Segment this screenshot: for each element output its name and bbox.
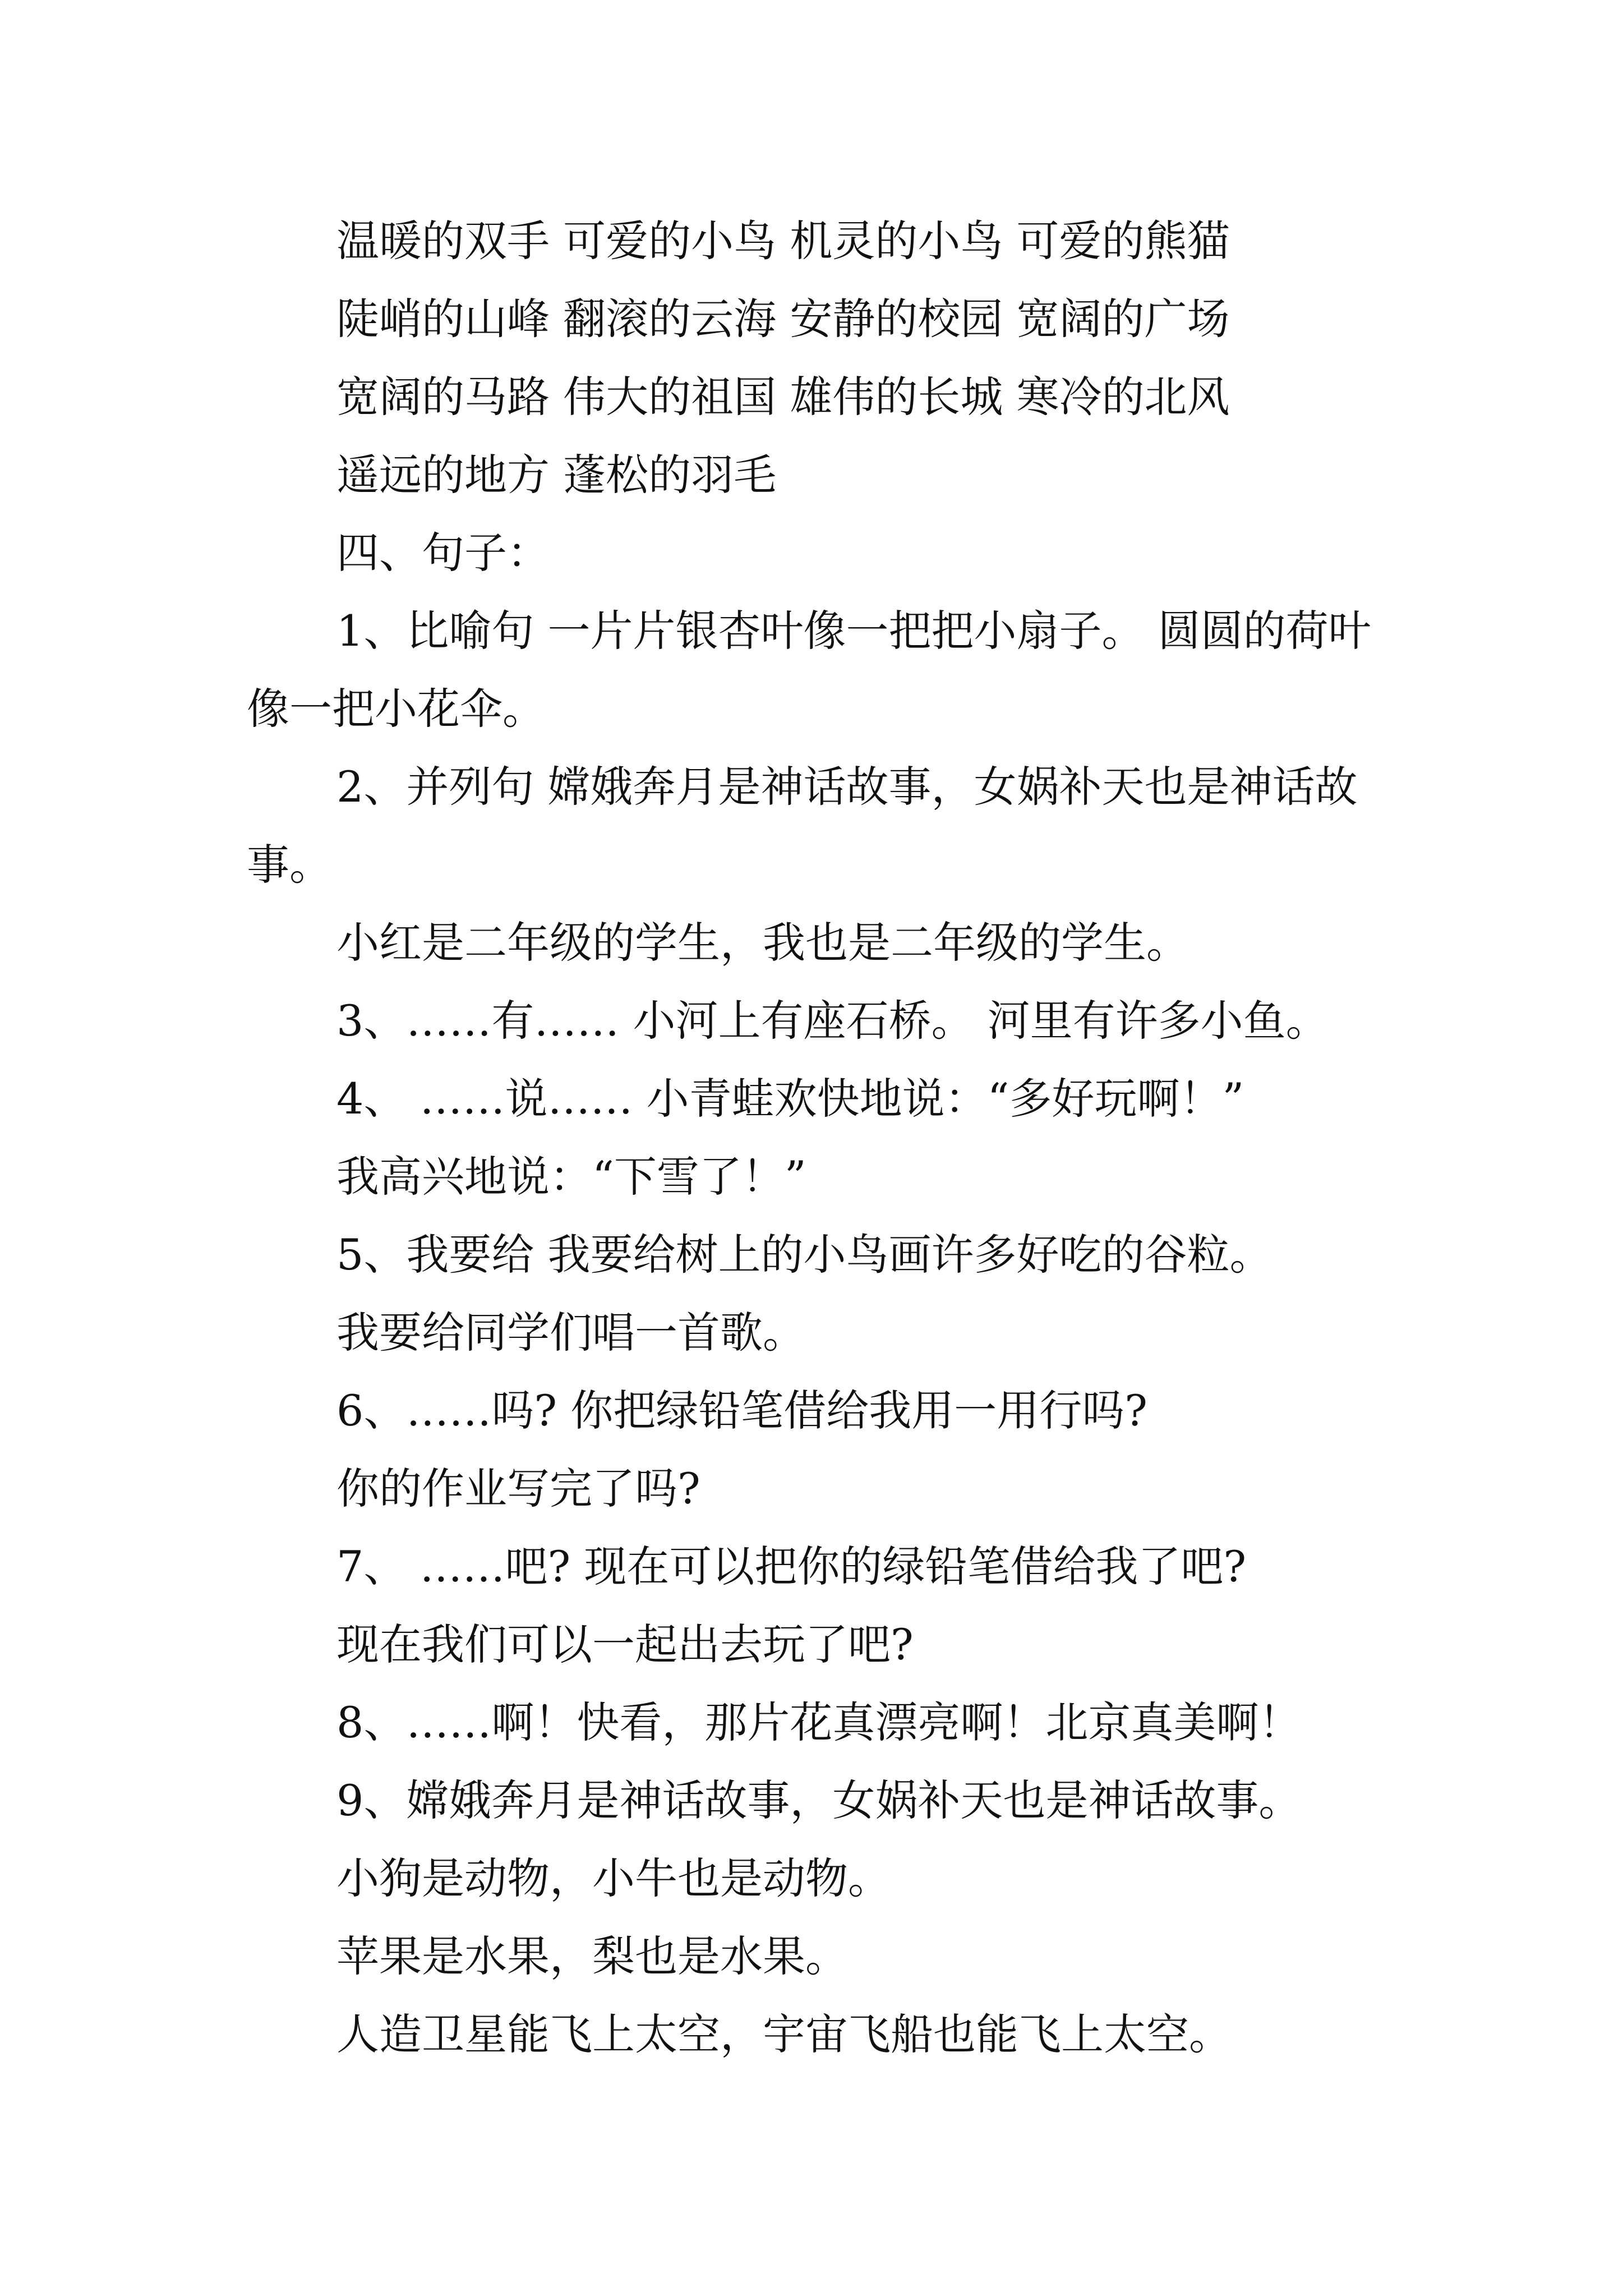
text-line: 遥远的地方 蓬松的羽毛 bbox=[336, 450, 777, 500]
text-line: 宽阔的马路 伟大的祖国 雄伟的长城 寒冷的北风 bbox=[336, 372, 1230, 422]
text-line: 6、……吗? 你把绿铅笔借给我用一用行吗? bbox=[336, 1386, 1148, 1435]
document-body bbox=[247, 202, 1380, 2073]
text-line: 7、 ……吧? 现在可以把你的绿铅笔借给我了吧? bbox=[336, 1542, 1247, 1591]
text-line: 2、并列句 嫦娥奔月是神话故事，女娲补天也是神话故事。 bbox=[247, 762, 1358, 890]
text-line: 现在我们可以一起出去玩了吧? bbox=[336, 1619, 914, 1669]
text-line: 1、比喻句 一片片银杏叶像一把把小扇子。 圆圆的荷叶像一把小花伞。 bbox=[247, 606, 1371, 734]
text-line: 人造卫星能飞上太空，宇宙飞船也能飞上太空。 bbox=[336, 2009, 1232, 2059]
text-line: 3、……有…… 小河上有座石桥。 河里有许多小鱼。 bbox=[336, 996, 1329, 1046]
text-line: 陡峭的山峰 翻滚的云海 安静的校园 宽阔的广场 bbox=[336, 294, 1230, 344]
text-line: 我高兴地说：“下雪了！” bbox=[336, 1152, 806, 1202]
text-line: 温暖的双手 可爱的小鸟 机灵的小鸟 可爱的熊猫 bbox=[336, 216, 1230, 266]
text-line: 小红是二年级的学生，我也是二年级的学生。 bbox=[336, 918, 1189, 968]
text-line: 9、嫦娥奔月是神话故事，女娲补天也是神话故事。 bbox=[336, 1775, 1302, 1825]
text-line: 苹果是水果，梨也是水果。 bbox=[336, 1931, 848, 1981]
text-line: 5、我要给 我要给树上的小鸟画许多好吃的谷粒。 bbox=[336, 1230, 1272, 1280]
text-line: 4、 ……说…… 小青蛙欢快地说：“多好玩啊！” bbox=[336, 1074, 1244, 1124]
text-line: 8、……啊！快看，那片花真漂亮啊！北京真美啊！ bbox=[336, 1697, 1302, 1747]
text-line: 小狗是动物，小牛也是动物。 bbox=[336, 1853, 891, 1903]
section-heading: 四、句子： bbox=[336, 528, 550, 578]
text-line: 我要给同学们唱一首歌。 bbox=[336, 1308, 805, 1358]
text-line: 你的作业写完了吗? bbox=[336, 1464, 700, 1513]
